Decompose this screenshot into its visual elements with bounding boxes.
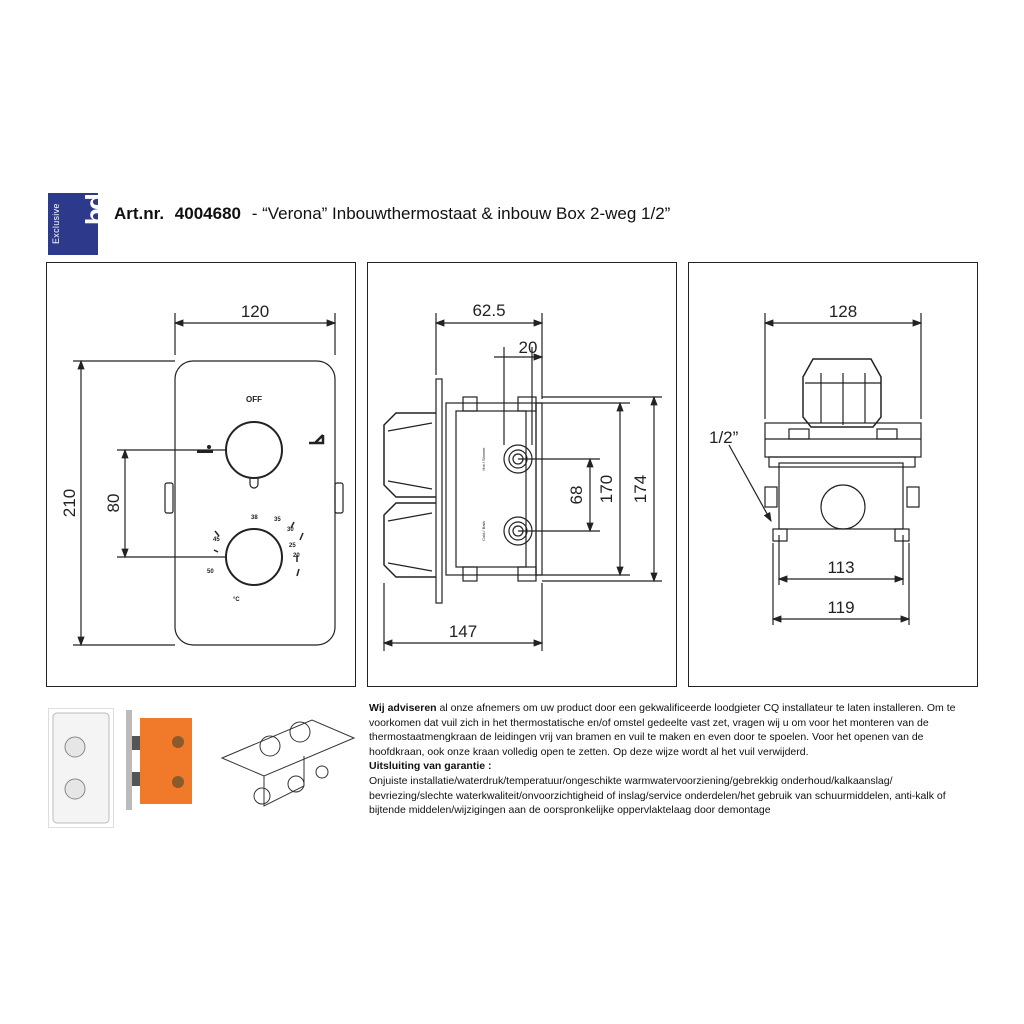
advice-bold: Wij adviseren [369,702,437,714]
side-view-drawing [367,262,677,687]
scale-20: 20 [293,553,300,559]
port-label-top: Hot / Shower [481,447,486,471]
product-sketch-3d [212,708,362,832]
side-box-height-dim: 170 [597,474,616,504]
scale-25: 25 [289,543,296,549]
scale-45: 45 [213,537,220,543]
top-inner-width-dim: 113 [827,558,855,577]
scale-38: 38 [251,515,258,521]
brand-logo [48,193,111,255]
side-port-dim: 20 [518,338,538,357]
off-label: OFF [246,395,262,404]
front-width-dim: 120 [240,302,270,321]
advice-paragraph [369,701,969,759]
advice-text: al onze afnemers om uw product door een gekwalificeerde loodgieter CQ installateur te laten installeren. Om te voorkomen dat vuil zich in het thermostatische en/of omstel gedeelte vast zet, vragen wij u om voor het monteren van de thermostaatmengkraan de leidingen vrij van bramen en vuil te maken en even door te spoelen. Voor het openen van de hoofdkraan, ook onze kraan volledig open te zetten. Op deze wijze wordt al het vuil verwijderd. [369,702,956,758]
top-outer-width-dim: 119 [827,598,855,617]
side-total-depth-dim: 147 [448,622,478,641]
page-title [114,204,670,224]
side-depth-dim: 62.5 [472,301,506,320]
article-label: Art.nr. [114,204,165,223]
exclusion-text: Onjuiste installatie/waterdruk/temperatuur/ongeschikte warmwatervoorziening/gebrekkig onderhoud/kalkaanslag/ bevriezing/slechte waterkwaliteit/onvoorzichtigheid of inslag/service onderdelen/het gebruik van schuurmiddelen, anti-kalk of bijtende middelen/wijzigingen aan de oorspronkelijke oppervlaktelaag door demontage [369,774,946,817]
product-photo-front [48,708,114,828]
side-port-spacing-dim: 68 [567,485,586,505]
article-number: 4004680 [174,204,241,223]
scale-50: 50 [207,569,214,575]
product-photo-box [124,708,196,814]
side-total-height-dim: 174 [631,474,650,504]
exclusion-title: Uitsluiting van garantie : [369,760,492,773]
article-description: - “Verona” Inbouwthermostaat & inbouw Box 2-weg 1/2” [251,204,671,223]
brand-mark: bd [80,195,111,226]
front-view-drawing [46,262,356,687]
brand-vertical-text: Exclusive [51,203,61,245]
top-view-drawing [688,262,978,687]
front-height-dim: 210 [60,488,79,518]
port-label-bottom: Cold / Bath [481,521,486,541]
thread-dim: 1/2” [709,428,739,447]
front-spacing-dim: 80 [104,493,123,513]
installation-notes [369,701,969,818]
scale-celsius: °C [233,597,240,603]
scale-35: 35 [274,517,281,523]
top-width-dim: 128 [828,302,858,321]
scale-30: 30 [287,527,294,533]
